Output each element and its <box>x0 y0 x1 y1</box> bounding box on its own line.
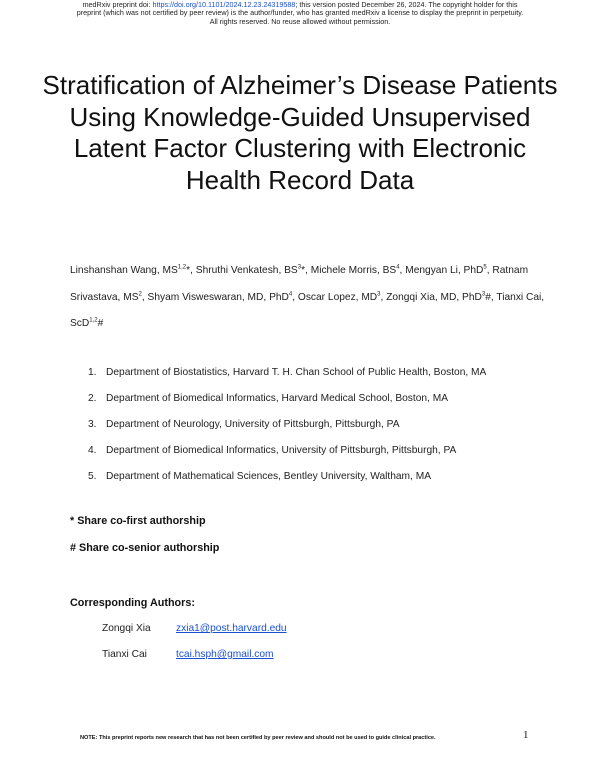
author-separator: , <box>190 265 196 276</box>
banner-line-3: All rights reserved. No reuse allowed without permission. <box>209 16 391 26</box>
author-mark: # <box>485 291 491 303</box>
author-name: Michele Morris, BS <box>310 265 397 276</box>
author-name: Tianxi Cai, ScD <box>70 291 545 329</box>
affiliation-number: 4. <box>88 445 97 456</box>
author-affiliation-sup: 4 <box>396 264 400 271</box>
author-mark: * <box>301 265 306 276</box>
paper-title: Stratification of Alzheimer’s Disease Patients Using Knowledge-Guided Unsupervised Latent Factor Clustering with Electronic Health Record Data <box>42 70 558 195</box>
author-separator: , <box>486 265 493 276</box>
author-separator: , <box>141 291 148 303</box>
author-affiliation-sup: 5 <box>483 264 487 271</box>
author-name: Linshanshan Wang, MS <box>70 265 178 276</box>
author-name: Ratnam Srivastava, MS <box>70 265 529 303</box>
author-affiliation-sup: 3 <box>297 264 302 271</box>
banner-line-1: medRxiv preprint doi: https://doi.org/10.1101/2024.12.23.24319588; this version posted December 26, 2024. The copyright holder for this <box>82 0 518 9</box>
author-name: Oscar Lopez, MD <box>297 291 378 303</box>
author-affiliation-sup: 4 <box>288 291 293 298</box>
co-first-note: * Share co-first authorship <box>70 515 206 527</box>
author-list <box>70 258 548 338</box>
contact-row <box>102 623 287 634</box>
co-senior-note: # Share co-senior authorship <box>70 542 220 554</box>
author-mark: # <box>97 318 104 329</box>
contact-row <box>102 649 274 660</box>
contact-email-link[interactable]: tcai.hsph@gmail.com <box>176 649 274 660</box>
affiliation-number: 1. <box>88 367 97 378</box>
doi-link[interactable]: https://doi.org/10.1101/2024.12.23.24319588 <box>152 0 296 9</box>
author <box>148 292 298 303</box>
author <box>311 265 406 276</box>
author-affiliation-sup: 3 <box>481 291 486 298</box>
author-affiliation-sup: 3 <box>377 291 381 298</box>
author-separator: , <box>305 265 311 276</box>
affiliation-item <box>88 438 486 464</box>
affiliation-item <box>88 412 486 438</box>
affiliation-item <box>88 360 486 386</box>
contact-name: Tianxi Cai <box>102 649 147 660</box>
author <box>196 265 311 276</box>
peer-review-note: NOTE: This preprint reports new research that has not been certified by peer review and should not be used to guide clinical practice. <box>80 735 436 741</box>
author <box>298 292 386 303</box>
author-affiliation-sup: 1,2 <box>89 317 98 324</box>
affiliation-item <box>88 386 486 412</box>
author-affiliation-sup: 2 <box>138 291 142 298</box>
affiliation-text: Department of Biomedical Informatics, University of Pittsburgh, Pittsburgh, PA <box>106 445 457 456</box>
author-name: Shyam Visweswaran, MD, PhD <box>147 291 289 303</box>
author-mark: * <box>186 265 191 276</box>
contact-email-link[interactable]: zxia1@post.harvard.edu <box>176 623 287 634</box>
affiliation-text: Department of Biomedical Informatics, Harvard Medical School, Boston, MA <box>106 393 448 404</box>
banner-line-2: preprint (which was not certified by peer review) is the author/funder, who has granted medRxiv a license to display the preprint in perpetuity. <box>76 8 524 18</box>
affiliation-number: 5. <box>88 471 97 482</box>
affiliation-list <box>88 360 486 490</box>
author-separator: , <box>380 291 387 303</box>
author <box>386 292 496 303</box>
author-affiliation-sup: 1,2 <box>177 264 187 271</box>
affiliation-text: Department of Mathematical Sciences, Bentley University, Waltham, MA <box>106 471 431 482</box>
author-name: Mengyan Li, PhD <box>405 265 484 276</box>
author <box>405 265 492 276</box>
author-separator: , <box>490 291 497 303</box>
corresponding-authors-heading: Corresponding Authors: <box>70 597 195 609</box>
affiliation-text: Department of Neurology, University of Pittsburgh, Pittsburgh, PA <box>106 419 400 430</box>
author-name: Zongqi Xia, MD, PhD <box>386 291 482 303</box>
author-name: Shruthi Venkatesh, BS <box>195 265 298 276</box>
author-separator: , <box>292 291 298 303</box>
affiliation-number: 3. <box>88 419 97 430</box>
contact-name: Zongqi Xia <box>102 623 151 634</box>
author <box>70 265 196 276</box>
author-separator: , <box>399 265 406 276</box>
page-number: 1 <box>523 729 529 741</box>
affiliation-number: 2. <box>88 393 97 404</box>
affiliation-item <box>88 464 486 490</box>
affiliation-text: Department of Biostatistics, Harvard T. H. Chan School of Public Health, Boston, MA <box>106 367 487 378</box>
preprint-banner <box>30 1 570 26</box>
